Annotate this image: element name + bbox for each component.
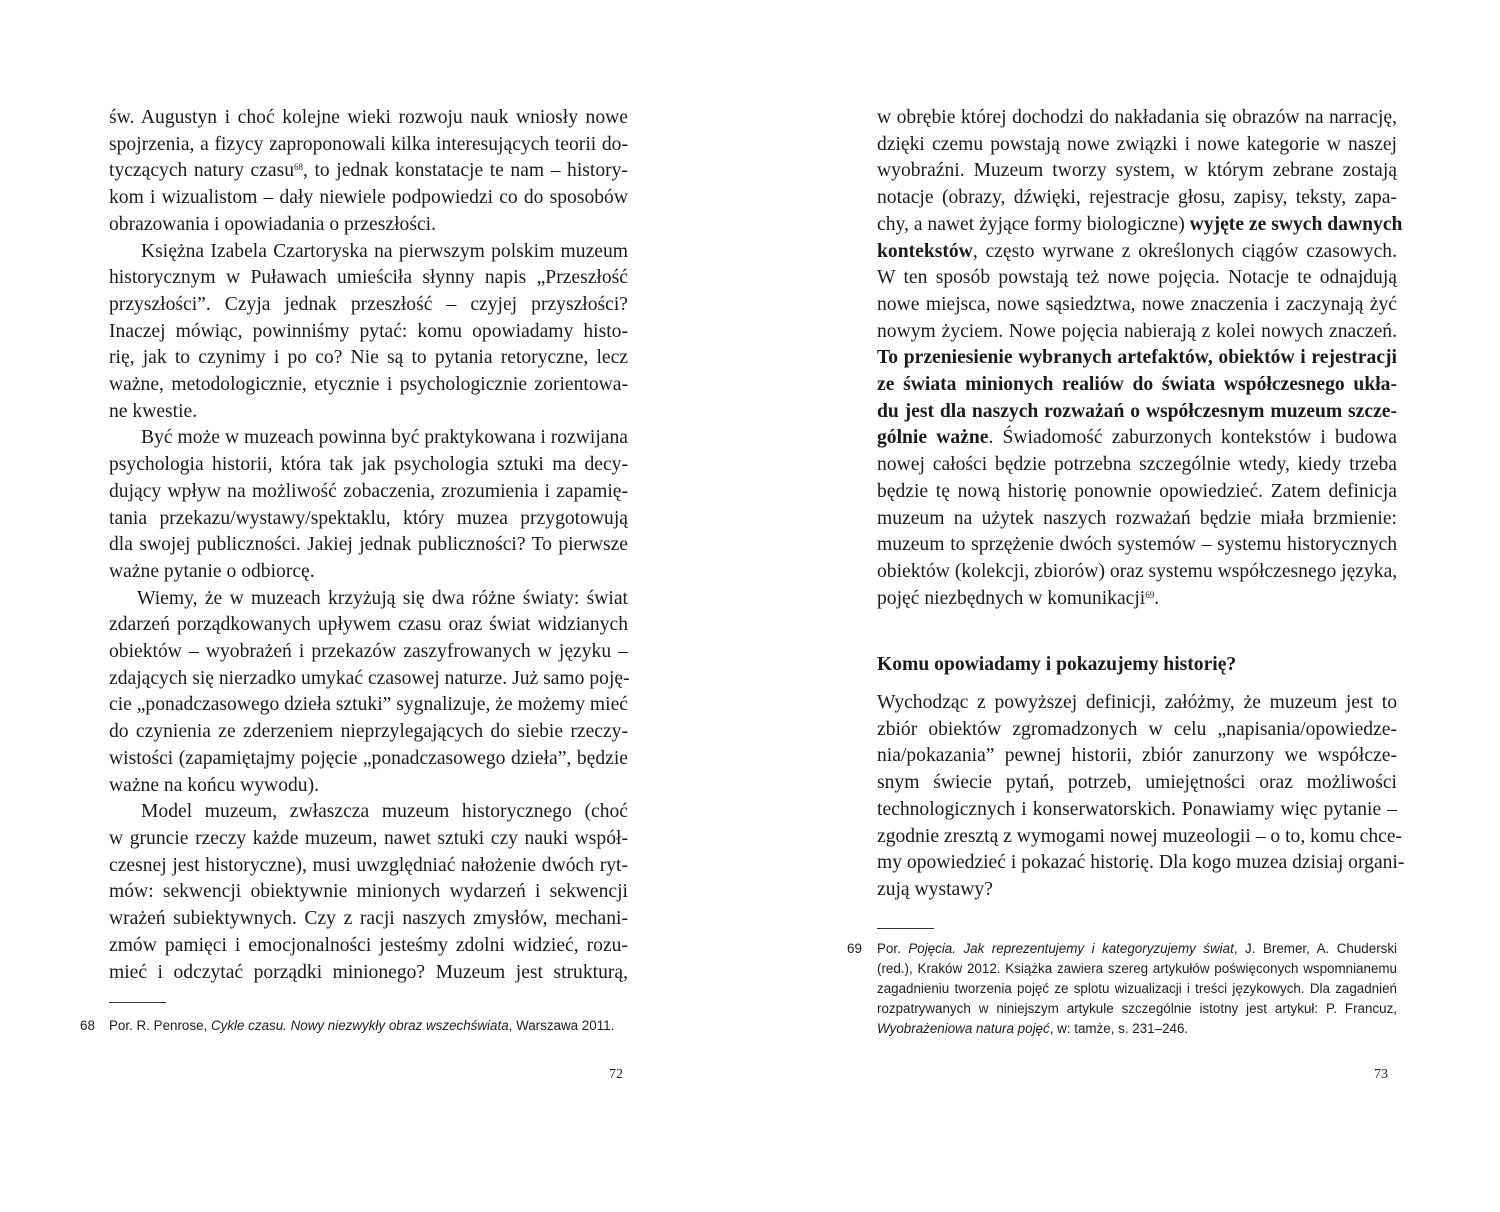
page-number: 72	[609, 1067, 623, 1082]
footnote-text	[109, 1016, 614, 1036]
text-run: chy, a nawet żyjące formy biologiczne)	[877, 213, 1190, 235]
bold-text: kontekstów	[877, 240, 973, 262]
text-line: zują wystawy?	[877, 878, 993, 900]
page-number: 73	[1374, 1067, 1388, 1082]
text-line: obiektów – wyobrażeń i przekazów zaszyfrowanych w języku –	[109, 641, 628, 663]
footnote-line: zagadnieniu tworzenia pojęć ze splotu wizualizacji i treści językowych. Dla zagadnień	[877, 981, 1397, 996]
text-line: zdających się nierzadko umykać czasowej naturze. Już samo poję-	[109, 667, 630, 689]
bold-text: ze świata minionych realiów do świata współczesnego ukła-	[877, 374, 1397, 396]
footnote-text-run: Por.	[877, 941, 909, 956]
text-line: nowe miejsca, nowe sąsiedztwa, nowe znaczenia i zaczynają żyć	[877, 293, 1397, 315]
text-line	[877, 212, 1403, 239]
right-page	[750, 0, 1500, 1212]
right-page-body-text	[877, 105, 1403, 612]
paragraph	[109, 586, 628, 800]
text-line: wistości (zapamiętajmy pojęcie „ponadczasowego dzieła”, będzie	[109, 747, 628, 769]
text-line: kom i wizualistom – dały niewiele podpowiedzi co do sposobów	[109, 187, 628, 209]
paragraph	[109, 239, 628, 426]
text-line: ważne pytanie o odbiorcę.	[109, 560, 315, 582]
footnote-text	[877, 939, 1397, 1039]
text-line: spojrzenia, a fizycy zaproponowali kilka interesujących teorii do-	[109, 133, 628, 155]
text-line: muzeum to sprzężenie dwóch systemów – systemu historycznych	[877, 534, 1397, 556]
paragraph	[109, 425, 628, 585]
text-line: Być może w muzeach powinna być praktykowana i rozwijana	[141, 427, 628, 449]
text-line: nowym życiem. Nowe pojęcia nabierają z kolei nowych znaczeń.	[877, 320, 1397, 342]
paragraph	[877, 690, 1405, 904]
text-line: Inaczej mówiąc, powinniśmy pytać: komu opowiadamy histo-	[109, 320, 628, 342]
text-line: muzeum na użytek naszych rozważań będzie miała brzmienie:	[877, 507, 1397, 529]
bold-text: du jest dla naszych rozważań o współczesnym muzeum szcze-	[877, 400, 1397, 422]
text-line: rię, jak to czynimy i po co? Nie są to pytania retoryczne, lecz	[109, 347, 628, 369]
text-line	[877, 372, 1397, 399]
text-line: W ten sposób powstają też nowe pojęcia. Notacje te odnajdują	[877, 267, 1397, 289]
text-line: obiektów (kolekcji, zbiorów) oraz systemu współczesnego języka,	[877, 560, 1398, 582]
text-run: pojęć niezbędnych w komunikacji	[877, 587, 1146, 609]
text-line: nowej całości będzie potrzebna szczególnie wtedy, kiedy trzeba	[877, 454, 1397, 476]
text-line: dujący wpływ na możliwość zobaczenia, zrozumienia i zapamię-	[109, 480, 628, 502]
bold-text: gólnie ważne	[877, 427, 989, 449]
text-line: w gruncie rzeczy każde muzeum, nawet sztuki czy nauki współ-	[109, 827, 628, 849]
footnote-separator	[877, 928, 934, 929]
text-line: obrazowania i opowiadania o przeszłości.	[109, 213, 436, 235]
text-line: będzie tę nową historię ponownie opowiedzieć. Zatem definicja	[877, 480, 1397, 502]
footnote-line: (red.), Kraków 2012. Książka zawiera szereg artykułów poświęconych wspomnianemu	[877, 961, 1397, 976]
text-run: .	[1154, 587, 1160, 609]
text-line: ne kwestie.	[109, 400, 198, 422]
footnote-text-run: Por. R. Penrose,	[109, 1018, 211, 1033]
footnote-line	[877, 939, 1397, 959]
footnote-line: rozpatrywanych w niniejszym artykule szczególnie istotny jest artykuł: P. Francuz,	[877, 1001, 1397, 1016]
text-line: mieć i odczytać porządki minionego? Muzeum jest strukturą,	[109, 961, 628, 983]
text-line: Model muzeum, zwłaszcza muzeum historycznego (choć	[141, 801, 628, 823]
footnote-number: 68	[80, 1018, 95, 1033]
paragraph	[109, 105, 628, 239]
footnote-text-run: , w: tamże, s. 231–246.	[1049, 1021, 1189, 1036]
paragraph	[109, 799, 628, 986]
text-line: zbiór obiektów zgromadzonych w celu „napisania/opowiedze-	[877, 718, 1397, 740]
footnote-number: 69	[847, 941, 862, 956]
text-line: psychologia historii, która tak jak psychologia sztuki ma decy-	[109, 454, 628, 476]
right-page-body-text-2	[877, 690, 1405, 904]
text-line	[877, 345, 1397, 372]
text-line: snym świecie pytań, potrzeb, umiejętności oraz możliwości	[877, 772, 1397, 794]
text-line: dla swojej publiczności. Jakiej jednak publiczności? To pierwsze	[109, 534, 628, 556]
text-line: w obrębie której dochodzi do nakładania się obrazów na narrację,	[877, 107, 1397, 128]
text-line: Wiemy, że w muzeach krzyżują się dwa różne światy: świat	[137, 587, 628, 609]
footnote-reference-69[interactable]: 69	[1145, 589, 1155, 600]
text-line: zmów pamięci i emocjonalności jesteśmy zdolni widzieć, rozu-	[109, 934, 628, 956]
text-line: mów: sekwencji obiektywnie minionych wydarzeń i sekwencji	[109, 881, 628, 903]
footnote-text-run: , Warszawa 2011.	[508, 1018, 615, 1033]
text-line: ważne na końcu wywodu).	[109, 774, 320, 796]
text-run: , to jednak konstatacje te nam – history-	[303, 160, 628, 182]
paragraph	[877, 105, 1403, 612]
footnote-cited-title: Cykle czasu. Nowy niezwykły obraz wszechświata	[210, 1018, 509, 1033]
footnote-cited-title: Pojęcia. Jak reprezentujemy i kategoryzujemy świat	[908, 941, 1234, 956]
text-line: zdarzeń porządkowanych upływem czasu oraz świat widzianych	[109, 614, 628, 636]
text-run: tyczących natury czasu	[109, 160, 294, 182]
text-line: cie „ponadczasowego dzieła sztuki” sygnalizuje, że możemy mieć	[109, 694, 629, 716]
text-line: wrażeń subiektywnych. Czy z racji naszych zmysłów, mechani-	[109, 908, 628, 930]
text-line	[877, 239, 1397, 266]
left-page-body-text	[109, 105, 628, 986]
text-line: my opowiedzieć i pokazać historię. Dla kogo muzea dzisiaj organi-	[877, 852, 1405, 874]
text-line	[877, 425, 1397, 452]
footnote-cited-title: Wyobrażeniowa natura pojęć	[877, 1021, 1050, 1036]
bold-text: wyjęte ze swych dawnych	[1189, 213, 1403, 235]
text-line	[109, 158, 628, 185]
footnote-separator	[109, 1002, 166, 1003]
text-line: dzięki czemu powstają nowe związki i nowe kategorie w naszej	[877, 133, 1397, 155]
text-line	[877, 399, 1397, 426]
text-line: Księżna Izabela Czartoryska na pierwszym polskim muzeum	[141, 240, 628, 262]
footnote-line	[877, 1019, 1397, 1039]
text-line: technologicznych i konserwatorskich. Ponawiamy więc pytanie –	[877, 798, 1397, 820]
text-line: wyobraźni. Muzeum tworzy system, w którym zebrane zostają	[877, 160, 1397, 182]
text-line: ważne, metodologicznie, etycznie i psychologicznie zorientowa-	[109, 374, 628, 396]
text-line: zgodnie zresztą z wymogami nowej muzeologii – o to, komu chce-	[877, 825, 1403, 847]
bold-text: To przeniesienie wybranych artefaktów, obiektów i rejestracji	[877, 347, 1397, 369]
text-line: notacje (obrazy, dźwięki, rejestracje głosu, zapisy, teksty, zapa-	[877, 187, 1397, 209]
text-line: tania przekazu/wystawy/spektaklu, który muzea przygotowują	[109, 507, 628, 529]
text-run: , często wyrwane z określonych ciągów czasowych.	[972, 240, 1397, 262]
text-line: Wychodząc z powyższej definicji, załóżmy, że muzeum jest to	[877, 692, 1397, 713]
text-line	[877, 586, 1397, 613]
text-run: . Świadomość zaburzonych kontekstów i budowa	[988, 427, 1397, 449]
text-line: czesnej jest historyczne), musi uwzględniać nałożenie dwóch ryt-	[109, 854, 628, 876]
text-line: do czynienia ze zderzeniem nieprzylegających do siebie rzeczy-	[109, 721, 628, 743]
footnote-text-run: , J. Bremer, A. Chuderski	[1233, 941, 1398, 956]
text-line: przyszłości”. Czyja jednak przeszłość – czyjej przyszłości?	[109, 293, 628, 315]
section-heading: Komu opowiadamy i pokazujemy historię?	[877, 654, 1237, 675]
text-line: historycznym w Puławach umieściła słynny napis „Przeszłość	[109, 267, 628, 289]
text-line: św. Augustyn i choć kolejne wieki rozwoju nauk wniosły nowe	[109, 107, 628, 128]
text-line: nia/pokazania” pewnej historii, zbiór zanurzony we współcze-	[877, 745, 1397, 767]
footnote-reference-68[interactable]: 68	[294, 162, 303, 173]
